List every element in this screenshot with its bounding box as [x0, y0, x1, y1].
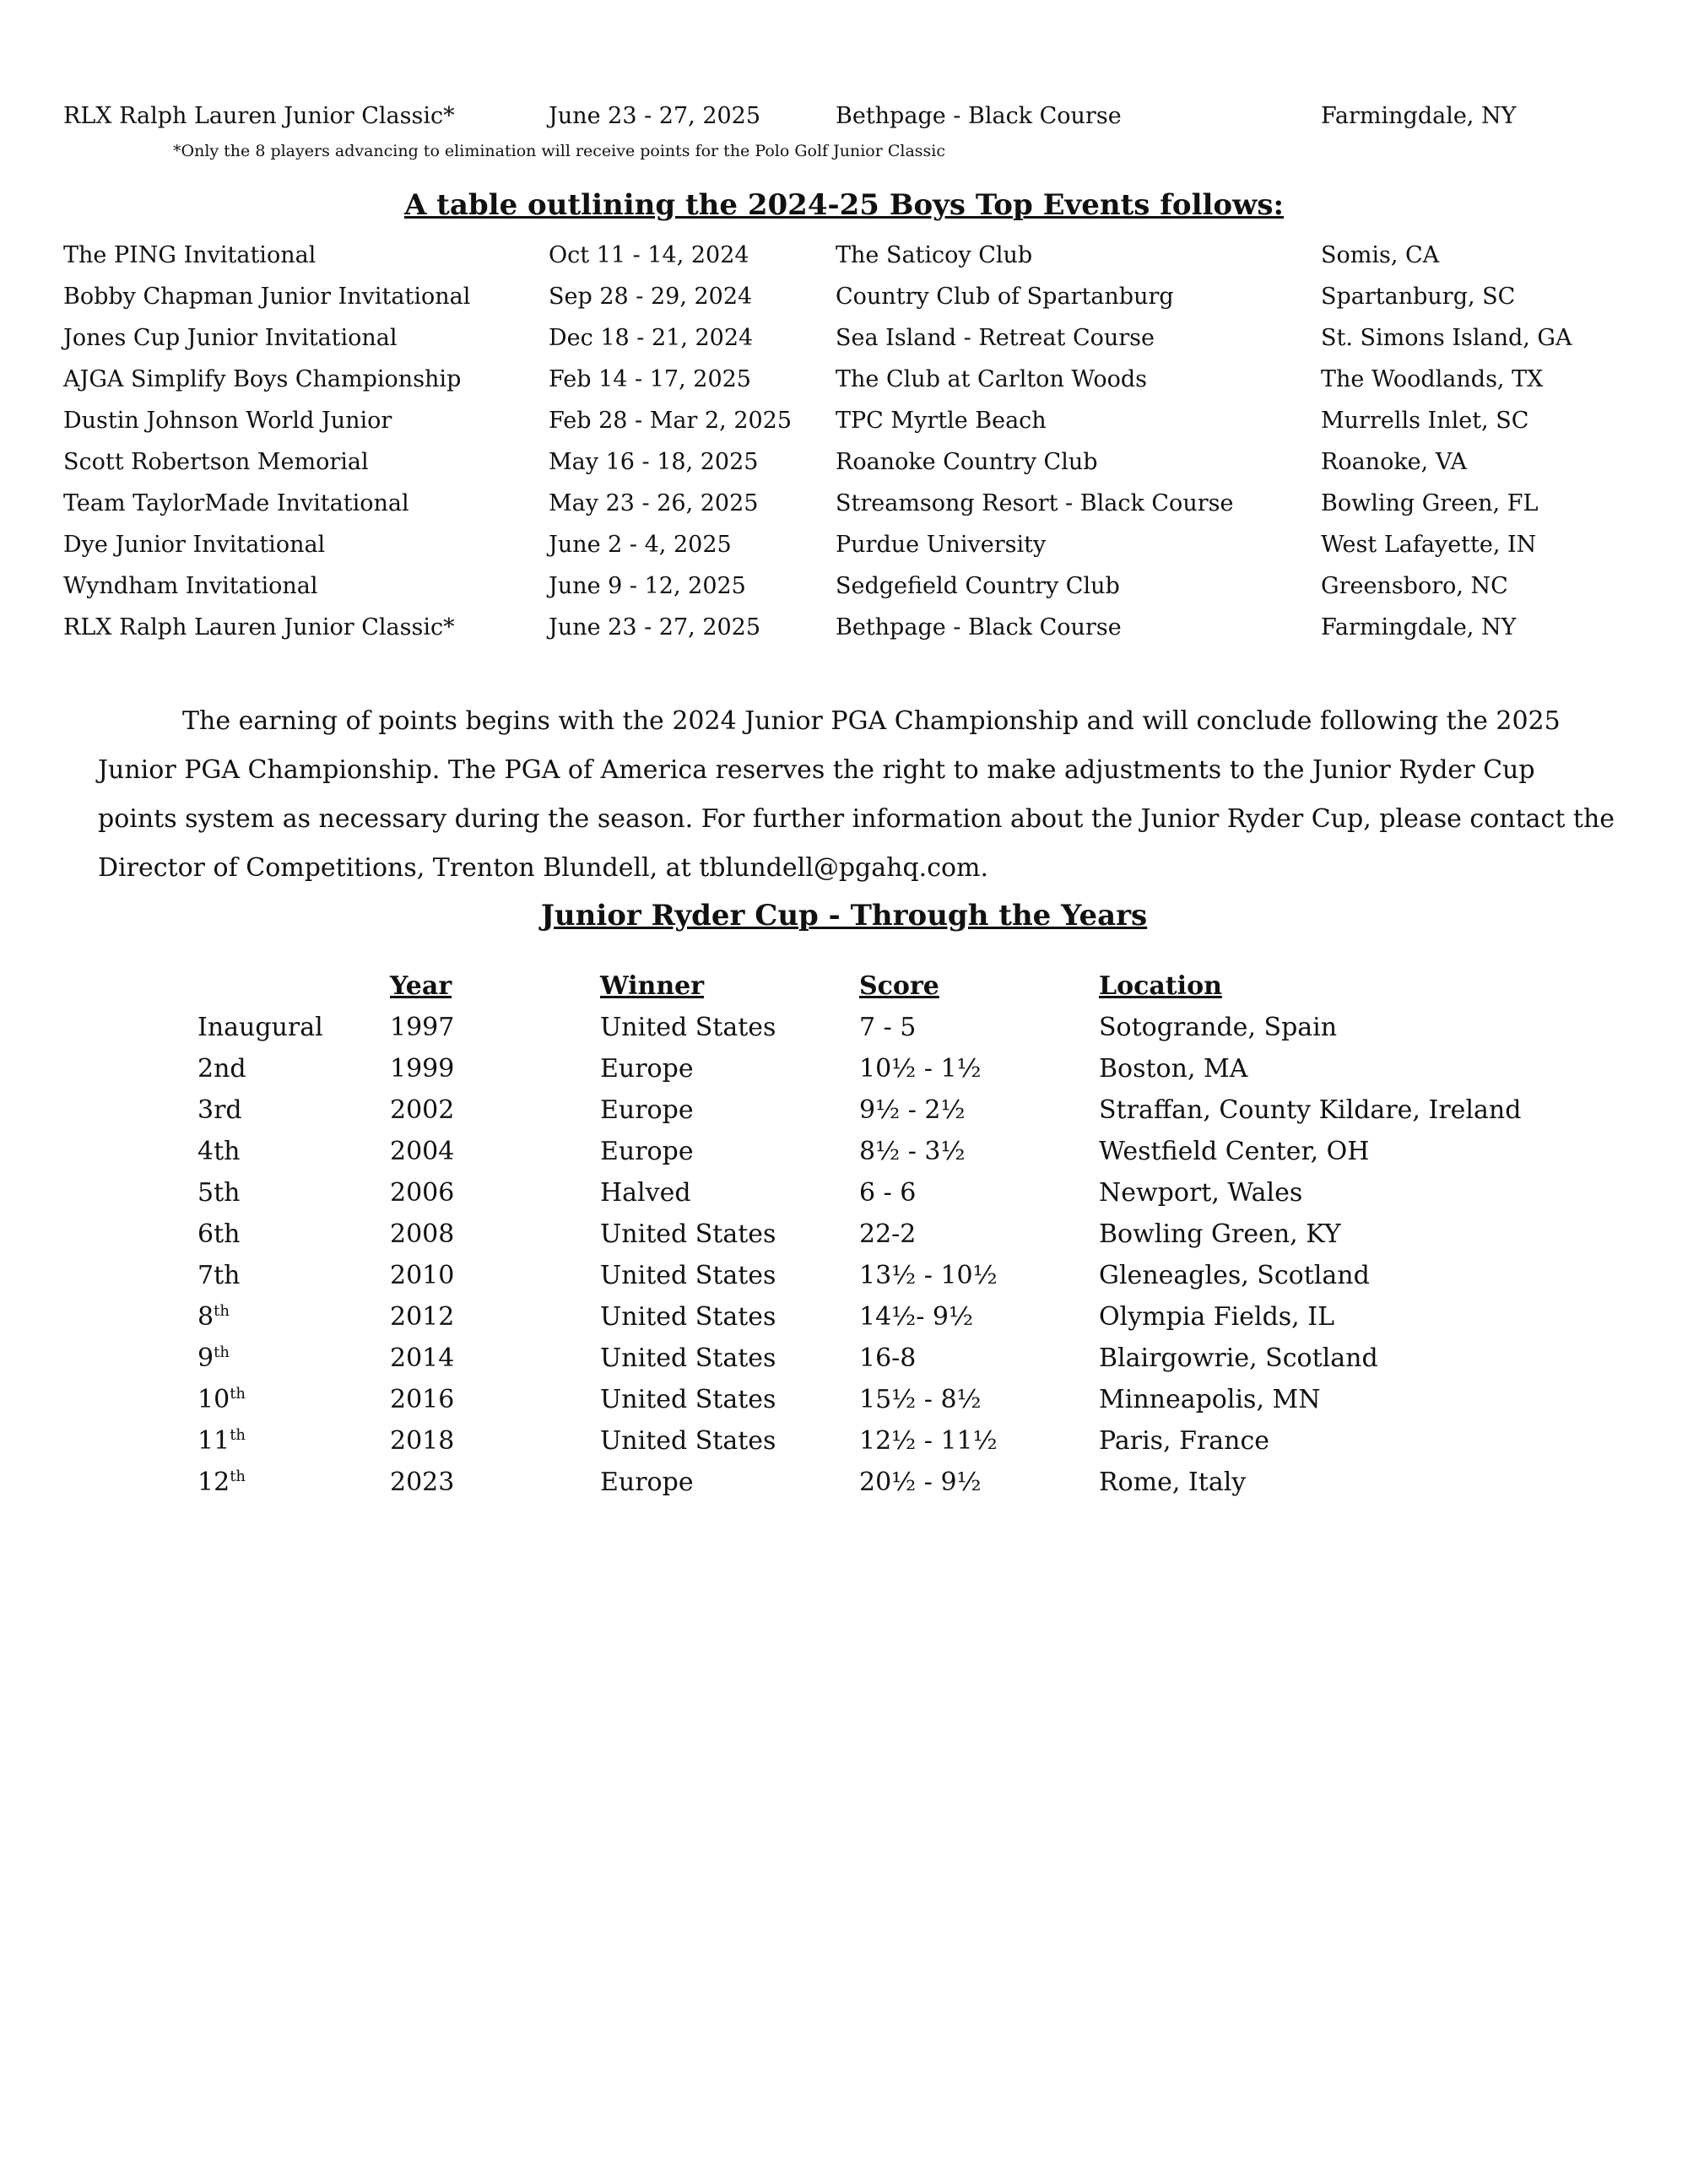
edition — [197, 1050, 246, 1089]
event-course: Sea Island - Retreat Course — [836, 325, 1155, 351]
event-course: Country Club of Spartanburg — [836, 284, 1174, 310]
winner-header: Winner — [600, 971, 705, 1001]
event-dates: Feb 28 - Mar 2, 2025 — [549, 408, 793, 434]
event-location: Murrells Inlet, SC — [1321, 408, 1529, 434]
year: 2012 — [390, 1302, 455, 1332]
winner: United States — [600, 1426, 776, 1456]
score: 16-8 — [859, 1343, 917, 1373]
edition — [197, 1257, 240, 1295]
edition-number: 9 — [197, 1343, 214, 1373]
winner: United States — [600, 1343, 776, 1373]
score: 12½ - 11½ — [859, 1426, 998, 1456]
edition — [197, 1381, 246, 1419]
event-dates: Sep 28 - 29, 2024 — [549, 284, 753, 310]
event-location: Roanoke, VA — [1321, 449, 1467, 475]
edition-number: 12 — [197, 1468, 230, 1497]
location-header: Location — [1099, 971, 1222, 1001]
location: Gleneagles, Scotland — [1099, 1261, 1370, 1290]
event-course: Streamsong Resort - Black Course — [836, 490, 1234, 516]
score-header: Score — [859, 971, 939, 1001]
score: 20½ - 9½ — [859, 1468, 982, 1497]
score: 15½ - 8½ — [859, 1385, 982, 1414]
winner: Europe — [600, 1095, 694, 1125]
event-location: St. Simons Island, GA — [1321, 325, 1572, 351]
year: 2004 — [390, 1137, 455, 1166]
event-course: Sedgefield Country Club — [836, 573, 1120, 599]
year: 2016 — [390, 1385, 455, 1414]
event-name: The PING Invitational — [63, 242, 316, 268]
event-location: The Woodlands, TX — [1321, 366, 1544, 392]
event-dates: Oct 11 - 14, 2024 — [549, 242, 749, 268]
event-course: Roanoke Country Club — [836, 449, 1098, 475]
winner: Europe — [600, 1137, 694, 1166]
event-name: AJGA Simplify Boys Championship — [63, 366, 462, 392]
event-dates: May 23 - 26, 2025 — [549, 490, 759, 516]
edition — [197, 1008, 323, 1047]
year: 2018 — [390, 1426, 455, 1456]
year: 1999 — [390, 1054, 455, 1084]
edition-number: 6th — [197, 1219, 241, 1249]
event-course: Purdue University — [836, 532, 1047, 558]
event-location: Somis, CA — [1321, 242, 1440, 268]
event-course: The Club at Carlton Woods — [836, 366, 1147, 392]
event-name: Dustin Johnson World Junior — [63, 408, 392, 434]
location: Sotogrande, Spain — [1099, 1013, 1338, 1042]
location: Rome, Italy — [1099, 1468, 1247, 1497]
location: Straffan, County Kildare, Ireland — [1099, 1095, 1522, 1125]
year: 2010 — [390, 1261, 455, 1290]
score: 22-2 — [859, 1219, 917, 1249]
event-dates: June 2 - 4, 2025 — [549, 532, 732, 558]
edition-number: 4th — [197, 1137, 241, 1166]
year: 1997 — [390, 1013, 455, 1042]
event-dates: June 9 - 12, 2025 — [549, 573, 746, 599]
location: Newport, Wales — [1099, 1178, 1303, 1208]
event-name: Scott Robertson Memorial — [63, 449, 369, 475]
year-header: Year — [390, 971, 452, 1001]
edition-number: 3rd — [197, 1095, 242, 1125]
edition-suffix: th — [214, 1302, 230, 1320]
winner: Europe — [600, 1054, 694, 1084]
score: 8½ - 3½ — [859, 1137, 966, 1166]
edition — [197, 1133, 240, 1171]
event-dates: May 16 - 18, 2025 — [549, 449, 759, 475]
winner: Europe — [600, 1468, 694, 1497]
history-heading: Junior Ryder Cup - Through the Years — [540, 899, 1148, 933]
winner: United States — [600, 1013, 776, 1042]
edition-suffix: th — [230, 1468, 246, 1485]
points-paragraph: The earning of points begins with the 2024 Junior PGA Championship and will conclude following the 2025 Junior PGA Championship. The PGA of America reserves the right to make adjustments to the Junior Ryder Cup points system as necessary during the season. For further information about the Junior Ryder Cup, please contact the Director of Competitions, Trenton Blundell, at tblundell@pgahq.com. — [98, 706, 1615, 883]
event-location: Farmingdale, NY — [1321, 103, 1517, 129]
event-name: RLX Ralph Lauren Junior Classic* — [63, 103, 455, 129]
location: Bowling Green, KY — [1099, 1219, 1341, 1249]
year: 2002 — [390, 1095, 455, 1125]
location: Paris, France — [1099, 1426, 1270, 1456]
event-location: West Lafayette, IN — [1321, 532, 1537, 558]
score: 13½ - 10½ — [859, 1261, 998, 1290]
event-name: Dye Junior Invitational — [63, 532, 326, 558]
edition-number: 7th — [197, 1261, 241, 1290]
edition — [197, 1422, 246, 1461]
edition — [197, 1091, 242, 1130]
score: 14½- 9½ — [859, 1302, 974, 1332]
edition-number: Inaugural — [197, 1013, 323, 1042]
event-dates: Dec 18 - 21, 2024 — [549, 325, 754, 351]
event-name: Wyndham Invitational — [63, 573, 318, 599]
location: Olympia Fields, IL — [1099, 1302, 1335, 1332]
edition-suffix: th — [230, 1426, 246, 1444]
event-name: Team TaylorMade Invitational — [63, 490, 409, 516]
year: 2006 — [390, 1178, 455, 1208]
location: Westfield Center, OH — [1099, 1137, 1370, 1166]
edition-number: 8 — [197, 1302, 214, 1332]
year: 2014 — [390, 1343, 455, 1373]
winner: United States — [600, 1385, 776, 1414]
year: 2023 — [390, 1468, 455, 1497]
winner: United States — [600, 1302, 776, 1332]
year: 2008 — [390, 1219, 455, 1249]
event-dates: June 23 - 27, 2025 — [549, 103, 761, 129]
event-location: Bowling Green, FL — [1321, 490, 1539, 516]
event-name: Bobby Chapman Junior Invitational — [63, 284, 471, 310]
event-course: Bethpage - Black Course — [836, 103, 1122, 129]
edition-suffix: th — [230, 1385, 246, 1403]
event-location: Greensboro, NC — [1321, 573, 1508, 599]
location: Blairgowrie, Scotland — [1099, 1343, 1378, 1373]
event-course: The Saticoy Club — [836, 242, 1033, 268]
event-course: TPC Myrtle Beach — [836, 408, 1047, 434]
edition — [197, 1174, 240, 1213]
location: Boston, MA — [1099, 1054, 1248, 1084]
score: 6 - 6 — [859, 1178, 917, 1208]
event-dates: Feb 14 - 17, 2025 — [549, 366, 751, 392]
edition-number: 10 — [197, 1385, 230, 1414]
event-name: Jones Cup Junior Invitational — [63, 325, 398, 351]
event-location: Farmingdale, NY — [1321, 614, 1517, 641]
event-course: Bethpage - Black Course — [836, 614, 1122, 641]
score: 9½ - 2½ — [859, 1095, 966, 1125]
event-name: RLX Ralph Lauren Junior Classic* — [63, 614, 455, 641]
edition — [197, 1463, 246, 1502]
footnote: *Only the 8 players advancing to elimination will receive points for the Polo Golf Junior Classic — [173, 142, 945, 160]
score: 7 - 5 — [859, 1013, 917, 1042]
winner: United States — [600, 1219, 776, 1249]
edition-number: 11 — [197, 1426, 230, 1456]
edition-number: 2nd — [197, 1054, 246, 1084]
score: 10½ - 1½ — [859, 1054, 982, 1084]
event-location: Spartanburg, SC — [1321, 284, 1516, 310]
edition — [197, 1215, 240, 1254]
edition-number: 5th — [197, 1178, 241, 1208]
location: Minneapolis, MN — [1099, 1385, 1321, 1414]
event-dates: June 23 - 27, 2025 — [549, 614, 761, 641]
winner: Halved — [600, 1178, 691, 1208]
winner: United States — [600, 1261, 776, 1290]
events-heading: A table outlining the 2024-25 Boys Top Events follows: — [403, 188, 1285, 222]
edition — [197, 1298, 230, 1337]
edition — [197, 1339, 230, 1378]
edition-suffix: th — [214, 1343, 230, 1361]
